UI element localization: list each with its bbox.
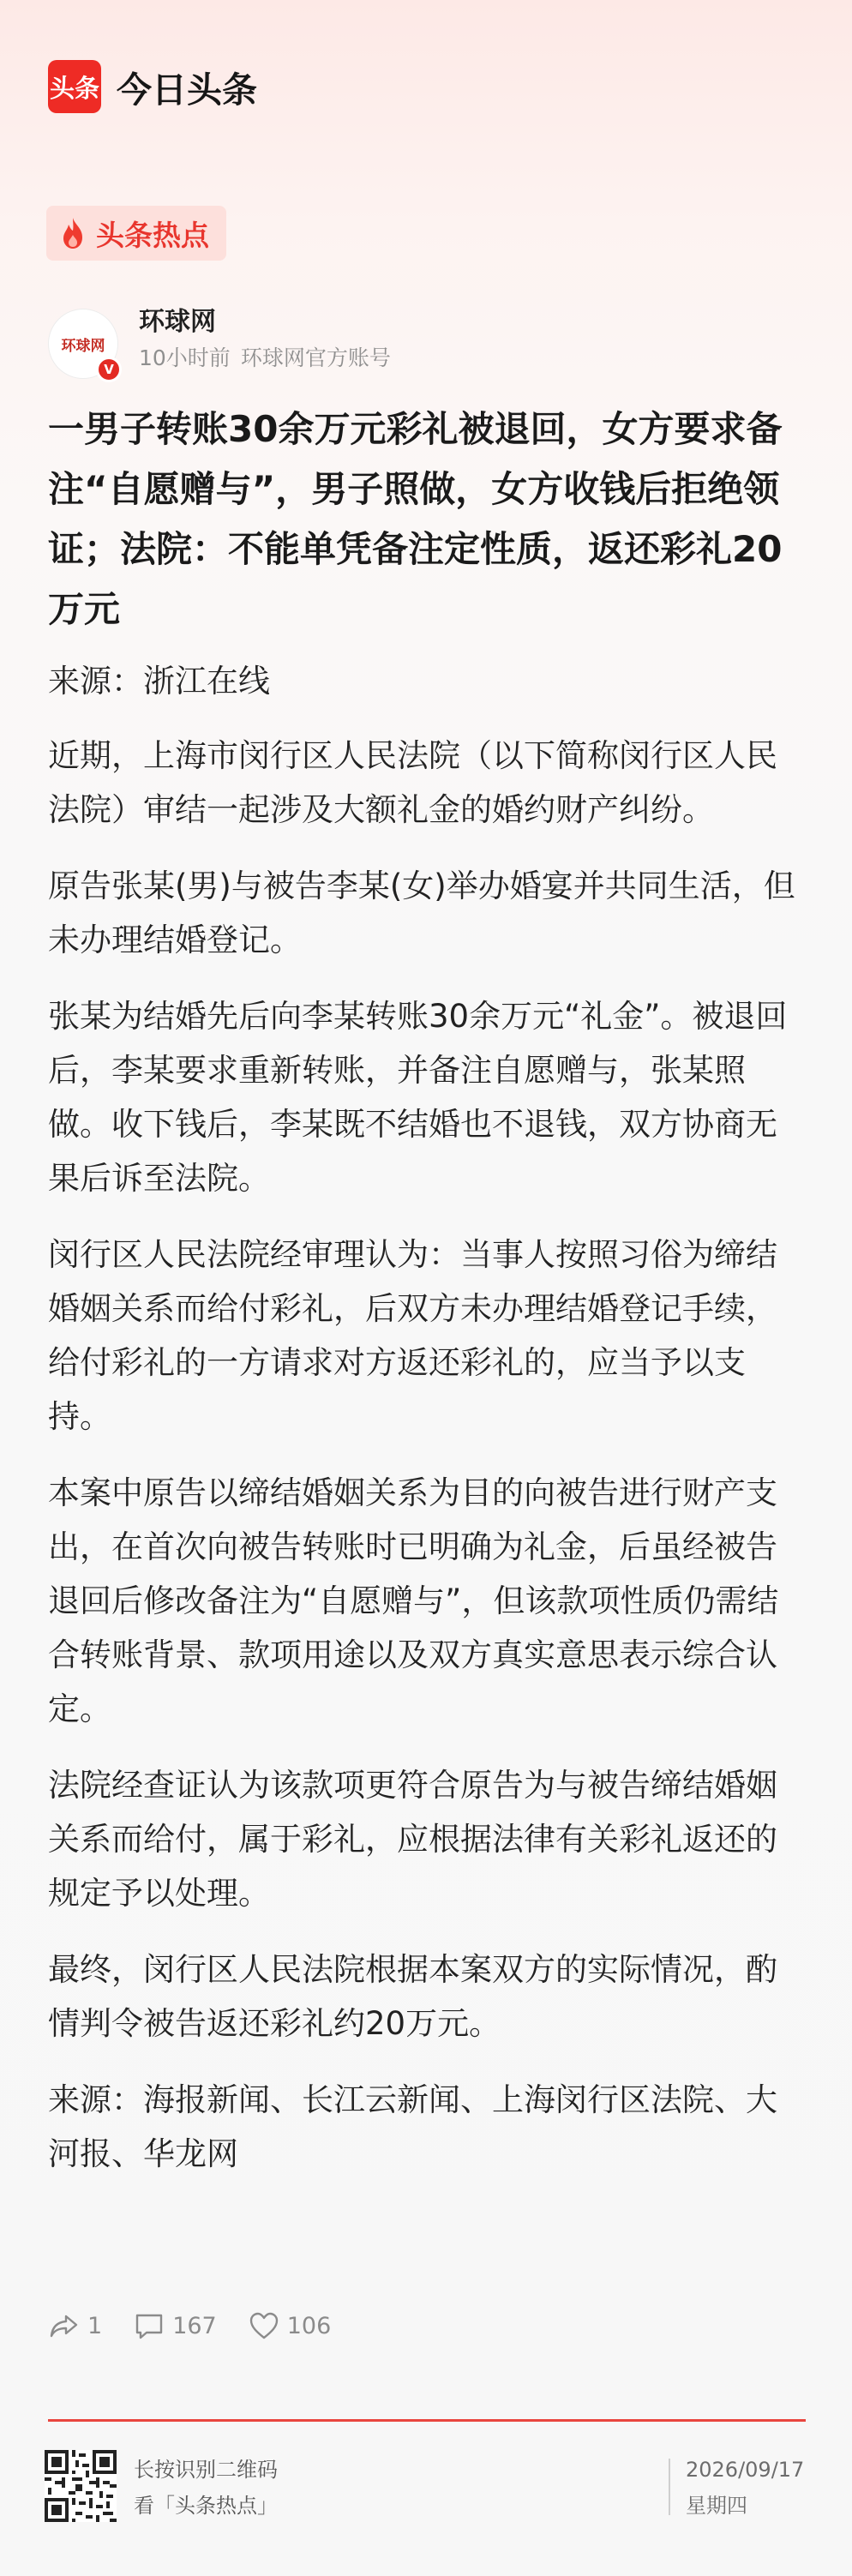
author-row[interactable] — [48, 297, 802, 379]
footer-separator — [669, 2459, 670, 2515]
app-header — [48, 57, 257, 117]
article-paragraph: 原告张某(男)与被告李某(女)举办婚宴并共同生活，但未办理结婚登记。 — [48, 868, 795, 958]
verified-icon: V — [96, 357, 122, 382]
comment-count: 167 — [172, 2312, 217, 2339]
qr-hint: 长按识别二维码 — [134, 2458, 278, 2482]
comment-button[interactable] — [133, 2309, 217, 2342]
article-paragraph: 闵行区人民法院经审理认为：当事人按照习俗为缔结婚姻关系而给付彩礼，后双方未办理结婚登记手续，给付彩礼的一方请求对方返还彩礼的，应当予以支持。 — [48, 1236, 777, 1435]
app-name: 今日头条 — [117, 69, 257, 111]
account-type: 环球网官方账号 — [240, 345, 391, 370]
qr-code[interactable] — [45, 2450, 117, 2522]
flame-icon — [58, 216, 87, 250]
footer-divider — [48, 2419, 806, 2422]
qr-subtitle: 看「头条热点」 — [134, 2494, 278, 2518]
share-icon — [48, 2309, 81, 2342]
article-body — [48, 654, 806, 2203]
article-paragraph: 来源：浙江在线 — [48, 663, 270, 700]
article-paragraph: 张某为结婚先后向李某转账30余万元“礼金”。被退回后，李某要求重新转账，并备注自愿赠与，张某照做。收下钱后，李某既不结婚也不退钱，双方协商无果后诉至法院。 — [48, 998, 788, 1197]
avatar-logo-text: 环球网 — [61, 337, 105, 355]
heart-icon — [248, 2309, 280, 2342]
hot-topic-label: 头条热点 — [96, 218, 209, 252]
hot-topic-badge[interactable] — [46, 206, 226, 261]
article-paragraph: 来源：海报新闻、长江云新闻、上海闵行区法院、大河报、华龙网 — [48, 2081, 777, 2172]
author-name[interactable]: 环球网 — [139, 307, 216, 337]
share-button[interactable] — [48, 2309, 102, 2342]
comment-icon — [133, 2309, 165, 2342]
action-bar — [48, 2304, 362, 2347]
article-paragraph: 最终，闵行区人民法院根据本案双方的实际情况，酌情判令被告返还彩礼约20万元。 — [48, 1951, 777, 2042]
footer-weekday: 星期四 — [686, 2494, 747, 2518]
share-count: 1 — [87, 2312, 103, 2339]
article-title: 一男子转账30余万元彩礼被退回，女方要求备注“自愿赠与”，男子照做，女方收钱后拒绝领证；法院：不能单凭备注定性质，返还彩礼20万元 — [48, 408, 783, 630]
app-logo[interactable]: 头条 — [48, 60, 101, 113]
article-paragraph: 近期，上海市闵行区人民法院（以下简称闵行区人民法院）审结一起涉及大额礼金的婚约财产纠纷。 — [48, 737, 777, 828]
article-paragraph: 法院经查证认为该款项更符合原告为与被告缔结婚姻关系而给付，属于彩礼，应根据法律有关彩礼返还的规定予以处理。 — [48, 1767, 777, 1912]
like-button[interactable] — [248, 2309, 332, 2342]
article-paragraph: 本案中原告以缔结婚姻关系为目的向被告进行财产支出，在首次向被告转账时已明确为礼金，后虽经被告退回后修改备注为“自愿赠与”，但该款项性质仍需结合转账背景、款项用途以及双方真实意思表示综合认定。 — [48, 1474, 779, 1727]
publish-time: 10小时前 — [139, 345, 231, 370]
author-meta — [139, 341, 391, 372]
like-count: 106 — [286, 2312, 332, 2339]
footer-date: 2026/09/17 — [686, 2458, 805, 2482]
